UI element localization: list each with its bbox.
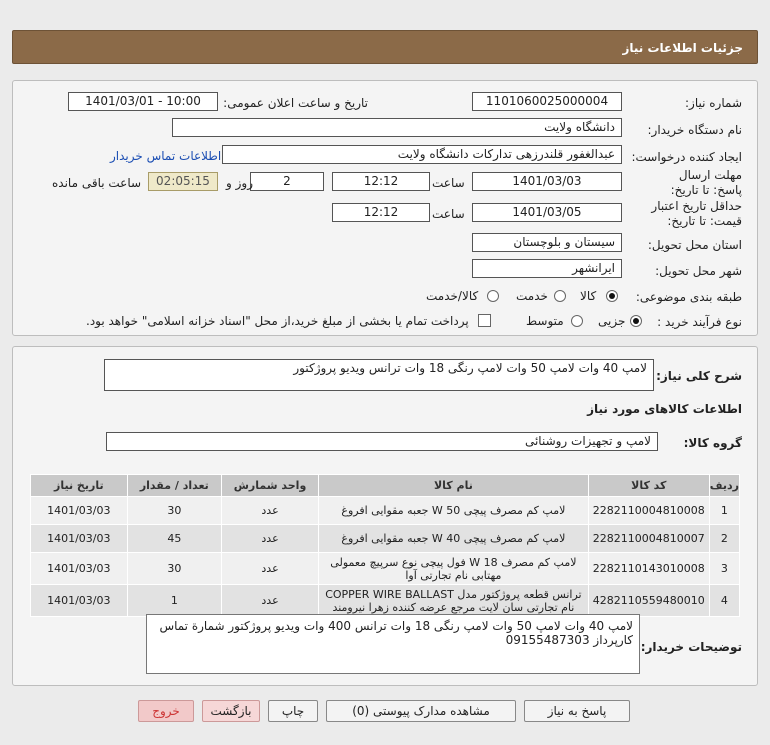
validity-label	[651, 199, 742, 229]
view-documents-button[interactable]: مشاهده مدارک پیوستی (0)	[326, 700, 516, 722]
remaining-time-field: 02:05:15	[148, 172, 218, 191]
cell-unit: عدد	[222, 497, 319, 525]
cell-code: 2282110004810008	[588, 497, 709, 525]
goods-table-header	[31, 475, 740, 497]
cell-code: 2282110004810007	[588, 525, 709, 553]
cell-no: 2	[709, 525, 739, 553]
cell-name: ترانس قطعه پروژکتور مدل COPPER WIRE BALLAST نام تجارتی سان لایت مرجع عرضه کننده زهرا نیرومند	[319, 585, 589, 617]
cell-date: 1401/03/03	[31, 553, 128, 585]
page-title: جزئیات اطلاعات نیاز	[622, 41, 743, 55]
days-label: روز و	[226, 176, 253, 190]
cell-name: لامپ کم مصرف پیچی W 50 جعبه مقوایی افروغ	[319, 497, 589, 525]
reply-deadline-text: مهلت ارسال پاسخ: تا تاریخ:	[670, 168, 742, 197]
province-field[interactable]: سیستان و بلوچستان	[472, 233, 622, 252]
cell-qty: 1	[127, 585, 221, 617]
cell-date: 1401/03/03	[31, 585, 128, 617]
need-number-label: شماره نیاز:	[685, 96, 742, 110]
col-qty: تعداد / مقدار	[127, 475, 221, 497]
table-row[interactable]	[31, 497, 740, 525]
buyer-notes-field[interactable]: لامپ 40 وات لامپ 50 وات لامپ رنگی 18 وات ترانس 400 وات ویدیو پروژکتور شمارة تماس کارپرداز 09155487303	[146, 614, 640, 674]
cell-qty: 45	[127, 525, 221, 553]
col-unit: واحد شمارش	[222, 475, 319, 497]
validity-label-line2: قیمت: تا تاریخ:	[667, 214, 742, 228]
process-label: نوع فرآیند خرید :	[657, 315, 742, 329]
reply-deadline-label	[652, 168, 742, 198]
goods-group-field[interactable]: لامپ و تجهیزات روشنائی	[106, 432, 658, 451]
city-label: شهر محل تحویل:	[655, 264, 742, 278]
print-button[interactable]: چاپ	[268, 700, 318, 722]
category-service-label: خدمت	[516, 289, 548, 303]
province-label: استان محل تحویل:	[647, 238, 742, 252]
col-code: کد کالا	[588, 475, 709, 497]
cell-qty: 30	[127, 497, 221, 525]
reply-date-field[interactable]: 1401/03/03	[472, 172, 622, 191]
cell-name: لامپ کم مصرف پیچی W 40 جعبه مقوایی افروغ	[319, 525, 589, 553]
announce-label: تاریخ و ساعت اعلان عمومی:	[223, 96, 368, 110]
exit-button[interactable]: خروج	[138, 700, 194, 722]
validity-time-label: ساعت	[432, 207, 465, 221]
goods-group-label: گروه کالا:	[683, 436, 742, 450]
reply-time-label: ساعت	[432, 176, 465, 190]
reply-button[interactable]: پاسخ به نیاز	[524, 700, 630, 722]
cell-unit: عدد	[222, 585, 319, 617]
city-field[interactable]: ایرانشهر	[472, 259, 622, 278]
buyer-org-label: نام دستگاه خریدار:	[647, 123, 742, 137]
reply-time-field[interactable]: 12:12	[332, 172, 430, 191]
cell-code: 4282110559480010	[588, 585, 709, 617]
cell-unit: عدد	[222, 525, 319, 553]
creator-field[interactable]: عبدالغفور قلندرزهی تداركات دانشگاه ولایت	[222, 145, 622, 164]
days-field[interactable]: 2	[250, 172, 324, 191]
summary-label: شرح کلی نیاز:	[656, 369, 742, 383]
page-header	[12, 30, 758, 64]
category-radio-goods[interactable]	[606, 290, 618, 302]
col-row-no: ردیف	[709, 475, 739, 497]
goods-table	[30, 474, 740, 617]
table-row[interactable]	[31, 525, 740, 553]
validity-time-field[interactable]: 12:12	[332, 203, 430, 222]
cell-date: 1401/03/03	[31, 525, 128, 553]
category-radio-goods-service[interactable]	[487, 290, 499, 302]
category-label: طبقه بندی موضوعی:	[635, 290, 742, 304]
cell-unit: عدد	[222, 553, 319, 585]
cell-name: لامپ کم مصرف W 18 فول پیچی نوع سرپیچ معمولی مهتابی نام تجارتی آوا	[319, 553, 589, 585]
table-row[interactable]	[31, 585, 740, 617]
table-row[interactable]	[31, 553, 740, 585]
cell-code: 2282110143010008	[588, 553, 709, 585]
col-name: نام کالا	[319, 475, 589, 497]
buyer-contact-link[interactable]: اطلاعات تماس خریدار	[110, 149, 222, 163]
goods-section-title: اطلاعات کالاهای مورد نیاز	[587, 402, 742, 416]
category-goods-service-label: کالا/خدمت	[426, 289, 479, 303]
creator-label: ایجاد کننده درخواست:	[631, 150, 742, 164]
back-button[interactable]: بازگشت	[202, 700, 260, 722]
validity-date-field[interactable]: 1401/03/05	[472, 203, 622, 222]
announce-field[interactable]: 1401/03/01 - 10:00	[68, 92, 218, 111]
col-date: تاریخ نیاز	[31, 475, 128, 497]
cell-qty: 30	[127, 553, 221, 585]
treasury-payment-checkbox[interactable]	[478, 314, 491, 327]
process-minor-label: جزیی	[598, 314, 626, 328]
summary-field[interactable]: لامپ 40 وات لامپ 50 وات لامپ رنگی 18 وات ترانس ویدیو پروژکتور	[104, 359, 654, 391]
category-radio-service[interactable]	[554, 290, 566, 302]
category-goods-label: کالا	[580, 289, 597, 303]
buyer-notes-label: توضیحات خریدار:	[640, 640, 742, 654]
treasury-payment-note: پرداخت تمام یا بخشی از مبلغ خرید،از محل "اسناد خزانه اسلامی" خواهد بود.	[86, 314, 469, 328]
cell-no: 3	[709, 553, 739, 585]
validity-label-line1: حداقل تاریخ اعتبار	[651, 199, 742, 213]
remaining-label: ساعت باقی مانده	[52, 176, 142, 190]
process-medium-label: متوسط	[526, 314, 564, 328]
cell-no: 4	[709, 585, 739, 617]
need-number-field[interactable]: 1101060025000004	[472, 92, 622, 111]
buyer-org-field[interactable]: دانشگاه ولایت	[172, 118, 622, 137]
cell-no: 1	[709, 497, 739, 525]
cell-date: 1401/03/03	[31, 497, 128, 525]
process-radio-minor[interactable]	[630, 315, 642, 327]
process-radio-medium[interactable]	[571, 315, 583, 327]
